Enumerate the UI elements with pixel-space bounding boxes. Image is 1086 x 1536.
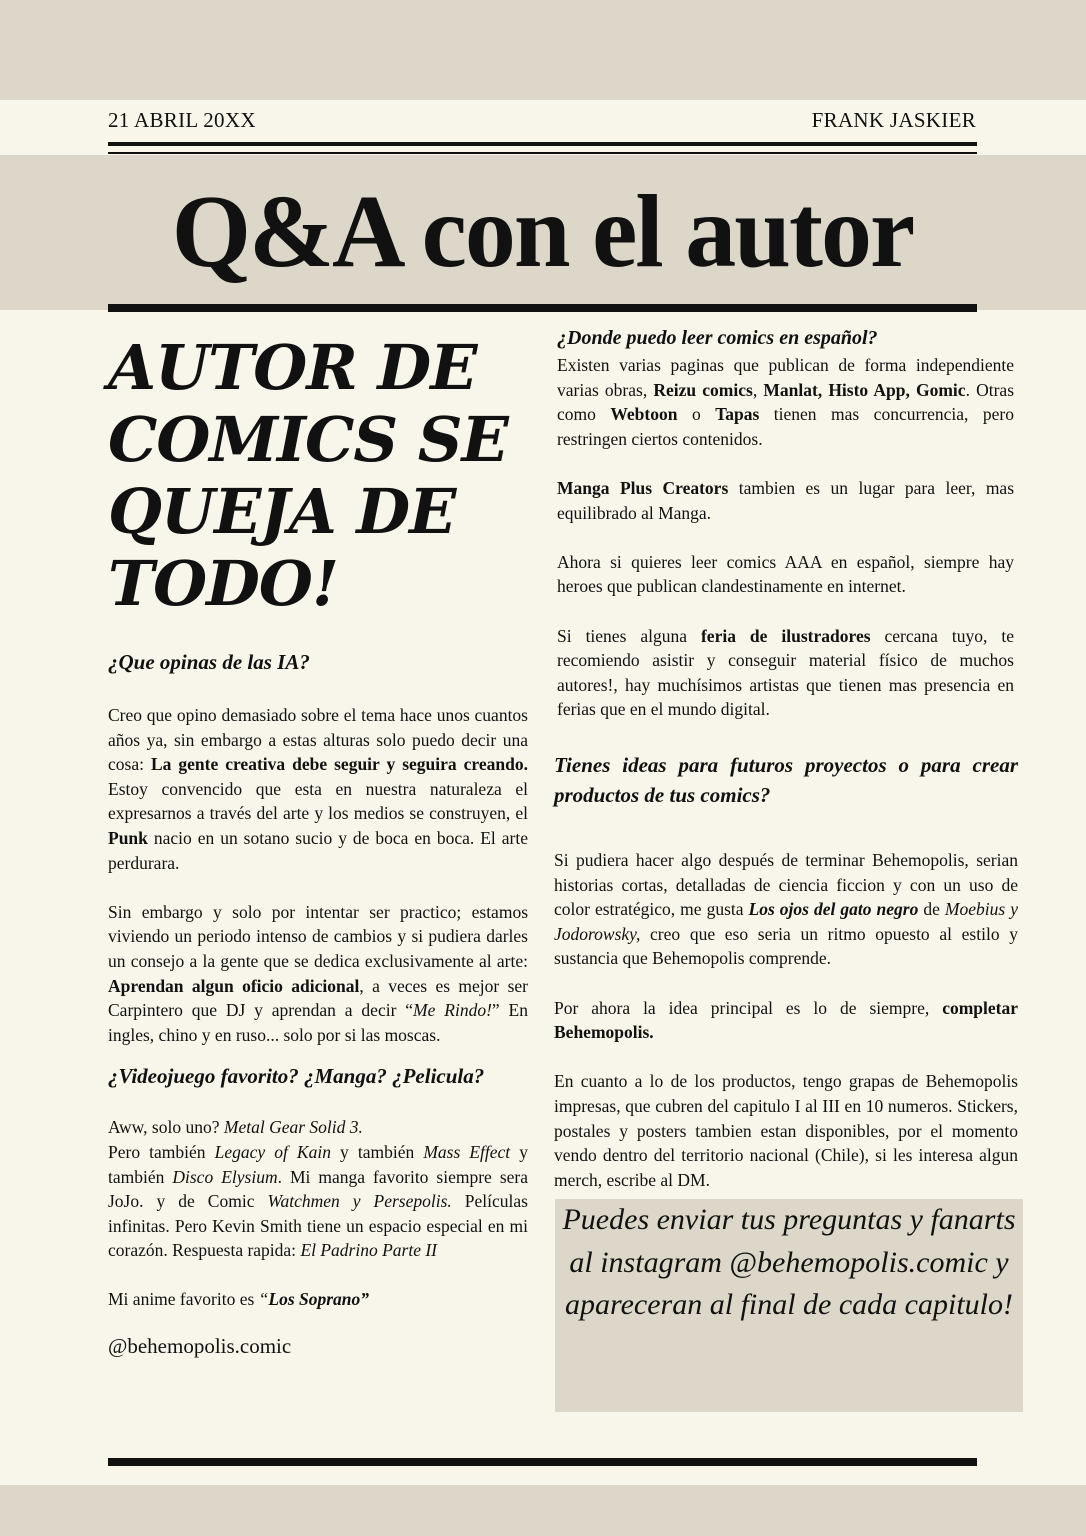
text-run: feria de ilustradores — [700, 625, 871, 646]
header-rule-thick — [108, 142, 977, 146]
text-run: nacio en un sotano sucio y de boca en boca. El arte perdurara. — [108, 827, 528, 873]
text-run: Mass Effect — [423, 1141, 511, 1162]
text-run: tambien es un lugar para leer, mas equilibrado al Manga. — [557, 477, 1015, 523]
text-run: Moebius y Jodorowsky, — [554, 899, 1018, 944]
text-run: , a veces es mejor ser Carpintero que DJ y aprendan a decir “ — [108, 975, 528, 1021]
callout-text: Puedes enviar tus preguntas y fanarts al instagram @behemopolis.comic y apareceran al final de cada capitulo! — [562, 1203, 1016, 1321]
text-run: Existen varias paginas que publican de forma independiente varias obras, — [557, 355, 1014, 400]
text-run: Legacy of Kain — [214, 1141, 331, 1162]
text-run: Estoy convencido que esta en nuestra naturaleza el expresarnos a través del arte y los medios se construyen, el — [108, 778, 528, 824]
text-run: Manlat, Histo App, Gomic — [763, 379, 966, 400]
text-run: completar Behemopolis. — [554, 997, 1018, 1043]
text-run: y también — [108, 1141, 529, 1187]
text-run: Si tienes alguna — [557, 625, 701, 646]
text-run: o — [677, 404, 716, 425]
text-run: La gente creativa debe seguir y seguira creando. — [150, 754, 528, 775]
right-column-bottom — [554, 750, 1018, 1192]
question-favorites: ¿Videojuego favorito? ¿Manga? ¿Pelicula? — [108, 1064, 485, 1089]
answer-read-p3 — [557, 550, 1014, 599]
text-run: Aww, solo uno? — [108, 1117, 224, 1138]
text-run: Punk — [108, 827, 148, 848]
text-run: creo que eso seria un ritmo opuesto al estilo y sustancia que Behemopolis comprende. — [554, 923, 1018, 969]
text-run: Tapas — [715, 404, 760, 425]
text-run: y también — [330, 1141, 424, 1162]
instagram-callout-box — [555, 1199, 1023, 1412]
text-run: . Otras como — [557, 379, 1015, 425]
author-name: FRANK JASKIER — [811, 108, 976, 132]
text-run: En cuanto a lo de los productos, tengo grapas de Behemopolis impresas, que cubren del capitulo I al III en 10 numeros. Stickers, postales y posters tambien estan disponibles, por el momento vendo dentro del territorio nacional (Chile), si les interesa algun merch, escribe al DM. — [554, 1071, 1018, 1190]
answer-read-p4 — [557, 624, 1014, 722]
text-run: Los ojos del gato negro — [748, 899, 919, 920]
text-run: Por ahora la idea principal es lo de siempre, — [554, 997, 943, 1018]
answer-projects-p3 — [554, 1069, 1018, 1192]
text-run: “ — [258, 1289, 269, 1310]
text-run: El Padrino Parte II — [300, 1240, 438, 1261]
answer-projects-p2 — [554, 996, 1018, 1045]
bottom-band — [0, 1485, 1086, 1536]
text-run: Manga Plus Creators — [557, 477, 729, 498]
text-run: Reizu comics — [653, 379, 753, 400]
text-run: ” En ingles, chino y en ruso... solo por si las moscas. — [108, 1000, 528, 1045]
question-read: ¿Donde puedo leer comics en español? — [557, 327, 878, 349]
question-projects: Tienes ideas para futuros proyectos o para crear productos de tus comics? — [554, 753, 1018, 807]
text-run: Metal Gear Solid 3. — [223, 1117, 363, 1138]
answer-read-p2 — [557, 476, 1014, 525]
text-run: Los Soprano” — [268, 1289, 370, 1310]
text-run: Aprendan algun oficio adicional — [108, 975, 360, 996]
top-band — [0, 0, 1086, 100]
answer-favorites-p3 — [108, 1287, 528, 1312]
text-run: Si pudiera hacer algo después de terminar Behemopolis, serian historias cortas, detalladas de ciencia ficcion y con un uso de color estratégico, me gusta — [554, 850, 1018, 920]
issue-date: 21 ABRIL 20XX — [108, 108, 256, 132]
text-run: Disco Elysium — [172, 1166, 278, 1187]
answer-ia-p2 — [108, 900, 528, 1048]
masthead-rule — [108, 304, 977, 312]
text-run: de — [918, 899, 945, 920]
text-run: Películas infinitas. Pero Kevin Smith tiene un espacio especial en mi corazón. Respuesta rapida: — [108, 1191, 528, 1261]
answer-ia-p1 — [108, 703, 528, 875]
left-column — [108, 647, 528, 1359]
text-run: tienen mas concurrencia, pero restringen ciertos contenidos. — [557, 404, 1014, 449]
text-run: cercana tuyo, te recomiendo asistir y conseguir material físico de muchos autores!, hay muchísimos artistas que tienen mas presencia en ferias que en el mundo digital. — [557, 625, 1015, 720]
text-run: Watchmen y Persepolis. — [267, 1191, 452, 1212]
text-run: Mi anime favorito es — [108, 1289, 259, 1310]
text-run: Creo que opino demasiado sobre el tema hace unos cuantos años ya, sin embargo a estas alturas solo puedo decir una cosa: — [108, 705, 528, 775]
answer-favorites-p2 — [108, 1140, 528, 1263]
text-run: , — [752, 379, 764, 400]
answer-projects-p1 — [554, 848, 1018, 971]
footer-rule — [108, 1458, 977, 1466]
text-run: Webtoon — [610, 404, 678, 425]
header-rule-thin — [108, 152, 977, 154]
question-ia: ¿Que opinas de las IA? — [108, 650, 310, 674]
masthead-title: Q&A con el autor — [171, 174, 914, 289]
right-column-top — [557, 323, 1014, 722]
answer-read-p1 — [557, 353, 1014, 451]
text-run: . Mi manga favorito siempre sera JoJo. y de Comic — [108, 1166, 528, 1212]
text-run: Me Rindo! — [413, 1000, 492, 1021]
text-run: Pero también — [108, 1141, 215, 1162]
instagram-handle: @behemopolis.comic — [108, 1334, 292, 1359]
headline: AUTOR DE COMICS SE QUEJA DE TODO! — [108, 331, 508, 620]
text-run: Sin embargo y solo por intentar ser practico; estamos viviendo un periodo intenso de cambios y si pudiera darles un consejo a la gente que se dedica exclusivamente al arte: — [108, 901, 528, 971]
text-run: Ahora si quieres leer comics AAA en español, siempre hay heroes que publican clandestinamente en internet. — [557, 551, 1014, 597]
answer-favorites-p1 — [108, 1115, 528, 1140]
